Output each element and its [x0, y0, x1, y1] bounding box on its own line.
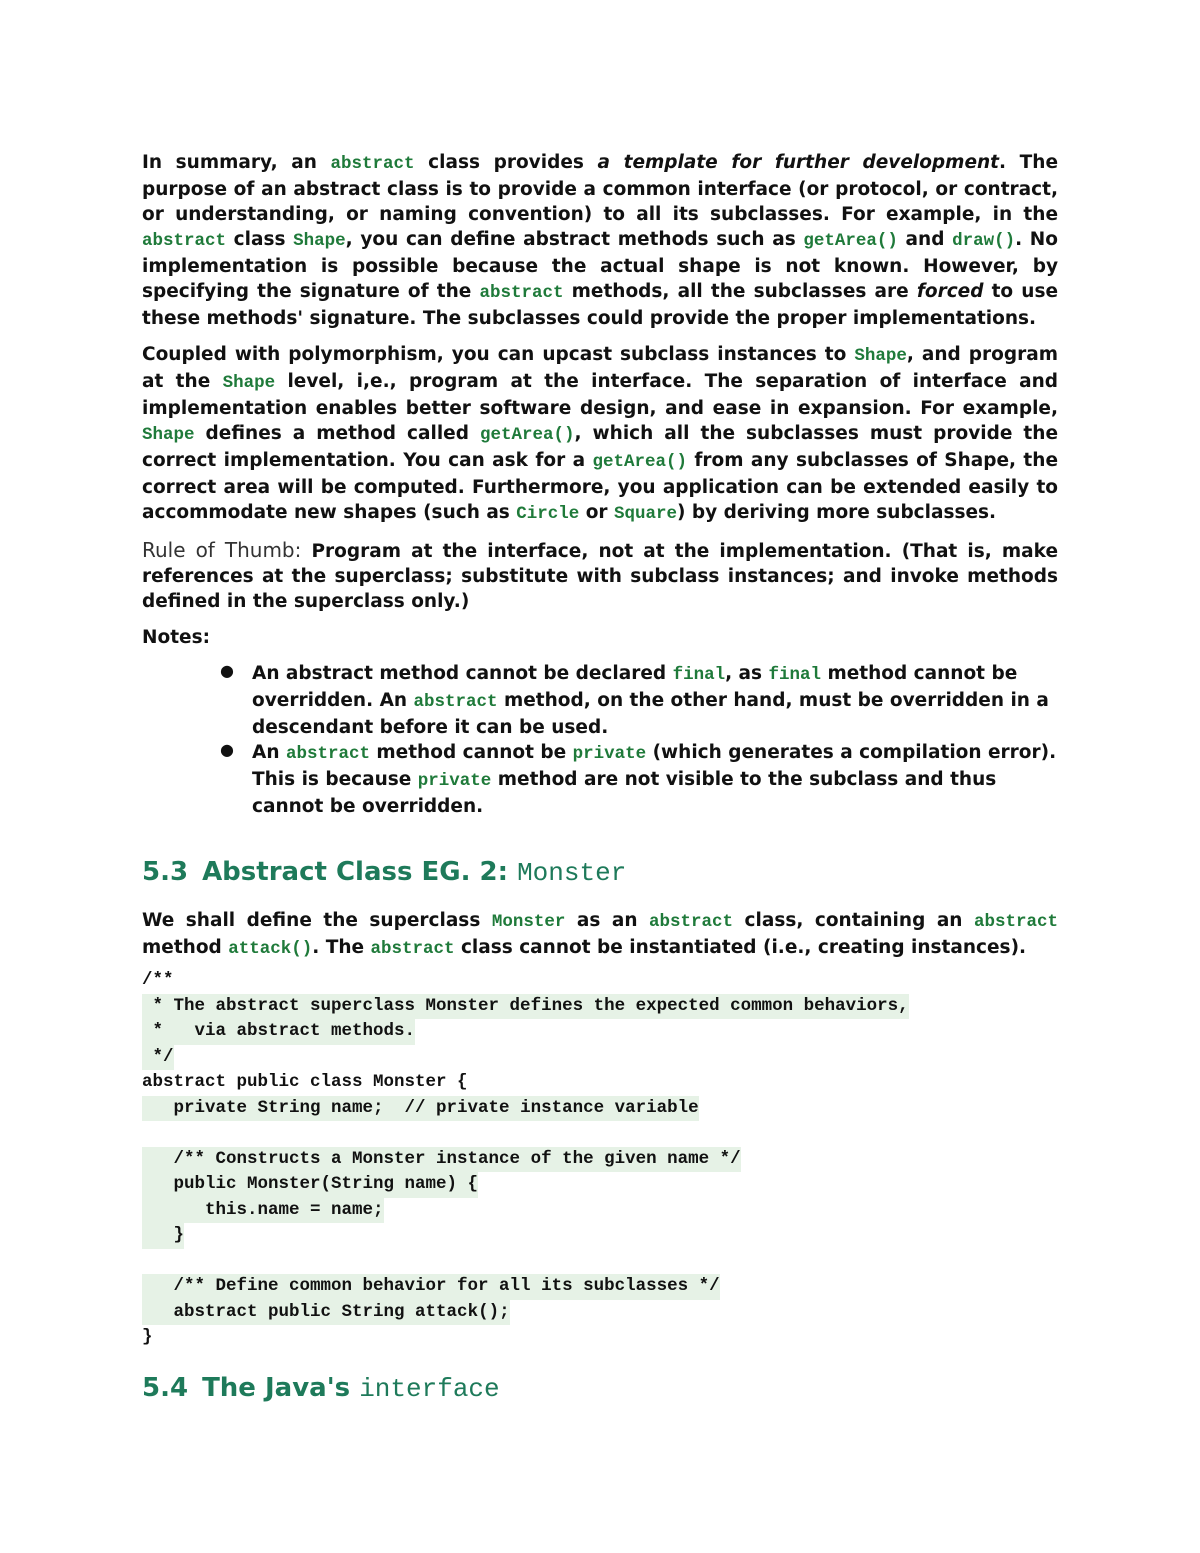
polymorphism-paragraph: Coupled with polymorphism, you can upcast subclass instances to Shape, and program at the Shape level, i,e., program at the interface. The separation of interface and implementation enables better software design, and ease in expansion. For example, Shape defines a method called getArea(), which all the subclasses must provide the correct implementation. You can ask for a getArea() from any subclasses of Shape, the correct area will be computed. Furthermore, you application can be extended easily to accommodate new shapes (such as Circle or Square) by deriving more subclasses.	[142, 344, 1058, 524]
code-line: this.name = name;	[142, 1198, 1058, 1224]
list-item: ● An abstract method cannot be declared final, as final method cannot be overridden. An abstract method, on the other hand, must be overridden in a descendant before it can be used.	[220, 661, 1049, 738]
monster-intro-paragraph: We shall define the superclass Monster as an abstract class, containing an abstract method attack(). The abstract class cannot be instantiated (i.e., creating instances).	[142, 910, 1058, 959]
code-line: abstract public String attack();	[142, 1300, 1058, 1326]
code-block	[142, 968, 1058, 1351]
list-item: ● An abstract method cannot be private (which generates a compilation error). This is because private method are not visible to the subclass and thus cannot be overridden.	[220, 740, 1057, 817]
section-heading-5-4: 5.4 The Java's interface	[142, 1372, 500, 1404]
section-heading-5-3: 5.3 Abstract Class EG. 2: Monster	[142, 857, 627, 888]
rule-of-thumb-label: Rule of Thumb:	[142, 538, 302, 562]
code-line	[142, 1121, 1058, 1147]
code-line: * via abstract methods.	[142, 1019, 1058, 1045]
notes-list	[142, 661, 1058, 819]
code-line: }	[142, 1327, 153, 1347]
code-line: }	[142, 1223, 1058, 1249]
rule-of-thumb-paragraph: Rule of Thumb: Program at the interface, not at the implementation. (That is, make references at the superclass; substitute with subclass instances; and invoke methods defined in the superclass only.)	[142, 538, 1059, 612]
code-line: */	[142, 1045, 1058, 1071]
summary-paragraph: In summary, an abstract class provides a template for further development. The purpose of an abstract class is to provide a common interface (or protocol, or contract, or understanding, or naming convention) to all its subclasses. For example, in the abstract class Shape, you can define abstract methods such as getArea() and draw(). No implementation is possible because the actual shape is not known. However, by specifying the signature of the abstract methods, all the subclasses are forced to use these methods' signature. The subclasses could provide the proper implementations.	[142, 152, 1059, 329]
code-line	[142, 1249, 1058, 1275]
document-page	[142, 150, 1058, 1404]
code-line: * The abstract superclass Monster defines the expected common behaviors,	[142, 994, 1058, 1020]
code-line: /**	[142, 970, 174, 990]
bullet-icon: ●	[220, 661, 234, 680]
code-line: private String name; // private instance variable	[142, 1096, 1058, 1122]
code-line: /** Define common behavior for all its subclasses */	[142, 1274, 1058, 1300]
code-line: public Monster(String name) {	[142, 1172, 1058, 1198]
code-line: /** Constructs a Monster instance of the given name */	[142, 1147, 1058, 1173]
bullet-icon: ●	[220, 740, 234, 759]
notes-label: Notes:	[142, 627, 210, 648]
code-abstract: abstract	[330, 154, 415, 174]
code-line: abstract public class Monster {	[142, 1072, 468, 1092]
